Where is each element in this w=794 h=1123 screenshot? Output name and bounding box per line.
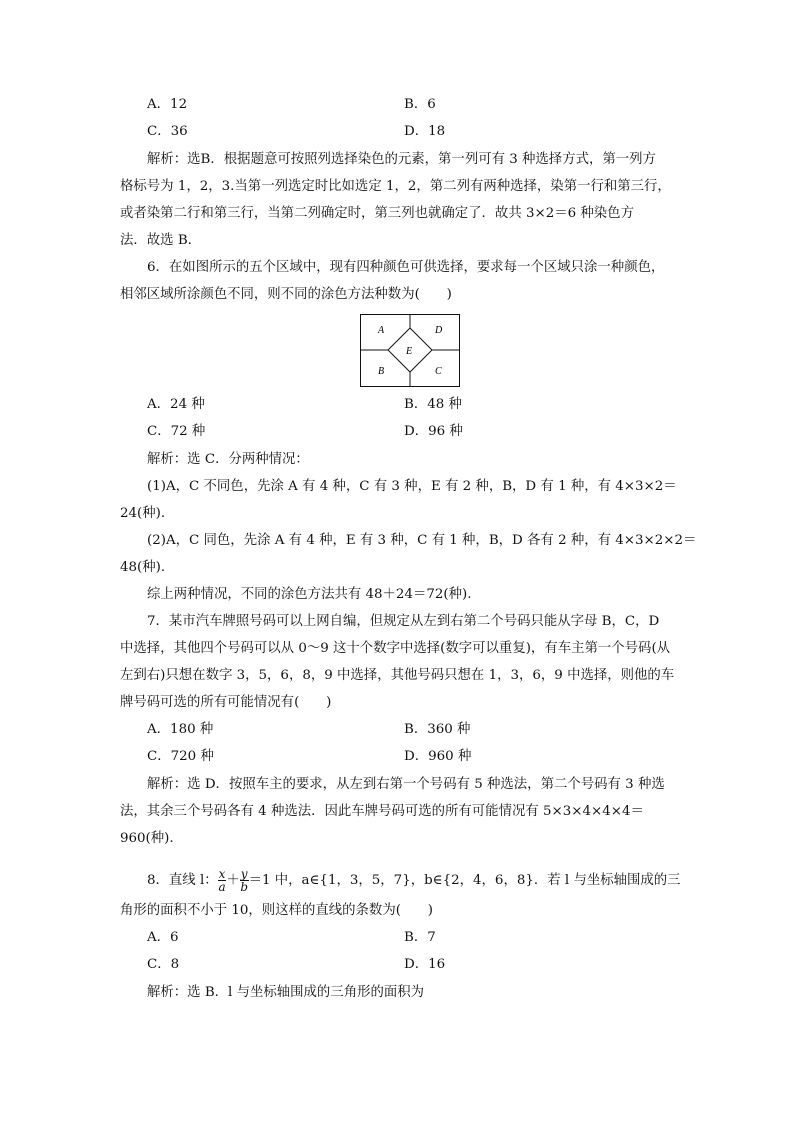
q5-option-b: B．6 <box>404 97 436 112</box>
q8-stem-prefix: 8．直线 l： <box>147 873 218 888</box>
q6-option-b: B．48 种 <box>404 397 462 412</box>
fraction-y-denominator: b <box>240 880 249 894</box>
q5-solution-line-1: 解析：选B．根据题意可按照列选择染色的元素，第一列可有 3 种选择方式，第一列方 <box>147 152 656 167</box>
q5-solution-line-3: 或者染第二行和第三行，当第二列确定时，第三列也就确定了．故共 3×2＝6 种染色方 <box>120 206 634 221</box>
q6-solution-line-4: (2)A，C 同色，先涂 A 有 4 种，E 有 3 种，C 有 1 种，B，D 各有 2 种，有 4×3×2×2＝ <box>147 533 697 548</box>
q7-option-c: C．720 种 <box>147 749 214 764</box>
q7-solution-line-3: 960(种). <box>120 831 174 846</box>
q7-solution-line-2: 法，其余三个号码各有 4 种选法．因此车牌号码可选的所有可能情况有 5×3×4×4×4＝ <box>120 804 644 819</box>
q5-solution-line-2: 格标号为 1，2，3.当第一列选定时比如选定 1，2，第二列有两种选择，染第一行和第三行， <box>120 179 671 194</box>
diagram-label-e: E <box>406 346 413 357</box>
q6-option-d: D．96 种 <box>404 424 463 439</box>
q8-option-c: C．8 <box>147 957 180 972</box>
q7-stem-line-2: 中选择，其他四个号码可以从 0～9 这十个数字中选择(数字可以重复)，有车主第一个号码(从 <box>120 641 671 656</box>
q7-solution-line-1: 解析：选 D．按照车主的要求，从左到右第一个号码有 5 种选法，第二个号码有 3 种选 <box>147 777 665 792</box>
q7-option-d: D．960 种 <box>404 749 472 764</box>
fraction-x-numerator: x <box>218 867 226 881</box>
q8-option-d: D．16 <box>404 957 446 972</box>
diagram-label-b: B <box>378 366 385 377</box>
q6-stem-line-2: 相邻区域所涂颜色不同，则不同的涂色方法种数为( ) <box>120 287 452 302</box>
q6-option-c: C．72 种 <box>147 424 206 439</box>
diagram-label-c: C <box>435 366 442 377</box>
q8-solution-line-1: 解析：选 B．l 与坐标轴围成的三角形的面积为 <box>147 985 425 1000</box>
q8-stem-suffix: ＝1 中，a∈{1，3，5，7}，b∈{2，4，6，8}．若 l 与坐标轴围成的三 <box>248 873 681 888</box>
q6-solution-line-2: (1)A，C 不同色，先涂 A 有 4 种，C 有 3 种，E 有 2 种，B，D 有 1 种，有 4×3×2＝ <box>147 479 677 494</box>
q8-option-a: A．6 <box>147 930 179 945</box>
q6-solution-line-6: 综上两种情况，不同的涂色方法共有 48＋24＝72(种). <box>147 587 472 602</box>
q8-plus-sign: ＋ <box>226 873 240 888</box>
q8-stem-line-2: 角形的面积不小于 10，则这样的直线的条数为( ) <box>120 903 433 918</box>
region-diagram <box>360 314 460 388</box>
q6-stem-line-1: 6．在如图所示的五个区域中，现有四种颜色可供选择，要求每一个区域只涂一种颜色， <box>147 260 665 275</box>
q5-option-a: A．12 <box>147 97 188 112</box>
q6-option-a: A．24 种 <box>147 397 205 412</box>
q7-option-a: A．180 种 <box>147 722 214 737</box>
q6-solution-line-3: 24(种). <box>120 506 166 521</box>
diagram-label-a: A <box>378 325 385 336</box>
diagram-label-d: D <box>435 325 443 336</box>
q7-stem-line-4: 牌号码可选的所有可能情况有( ) <box>120 695 332 710</box>
q5-solution-line-4: 法．故选 B． <box>120 233 202 248</box>
fraction-y-over-b <box>240 868 249 893</box>
q7-stem-line-1: 7．某市汽车牌照号码可以上网自编，但规定从左到右第二个号码只能从字母 B，C，D <box>147 614 660 629</box>
q8-stem-line-1 <box>147 866 681 896</box>
q7-stem-line-3: 左到右)只想在数字 3，5，6，8，9 中选择，其他号码只想在 1，3，6，9 中选择，则他的车 <box>120 668 675 683</box>
fraction-x-denominator: a <box>218 880 226 894</box>
q5-option-c: C．36 <box>147 124 188 139</box>
q7-option-b: B．360 种 <box>404 722 471 737</box>
fraction-y-numerator: y <box>240 867 248 881</box>
q8-option-b: B．7 <box>404 930 436 945</box>
q6-solution-line-1: 解析：选 C．分两种情况： <box>147 452 309 467</box>
q5-option-d: D．18 <box>404 124 446 139</box>
q6-solution-line-5: 48(种). <box>120 560 166 575</box>
